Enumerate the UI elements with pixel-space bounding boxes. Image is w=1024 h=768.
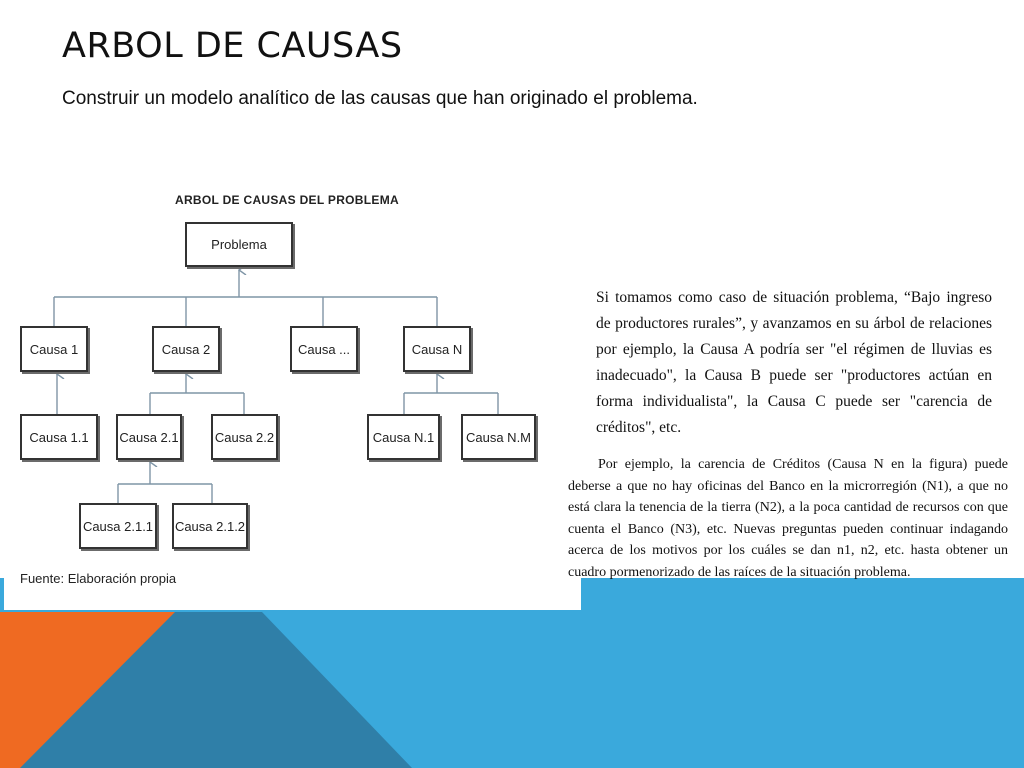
node-causa-2-1: Causa 2.1: [116, 414, 182, 460]
node-problema: Problema: [185, 222, 293, 267]
node-causa-etc: Causa ...: [290, 326, 358, 372]
node-causa-1: Causa 1: [20, 326, 88, 372]
slide-title: ARBOL DE CAUSAS: [62, 26, 403, 66]
node-causa-2-2: Causa 2.2: [211, 414, 278, 460]
node-causa-n-m: Causa N.M: [461, 414, 536, 460]
source-note: Fuente: Elaboración propia: [20, 571, 177, 586]
node-causa-n-1: Causa N.1: [367, 414, 440, 460]
slide-subtitle: Construir un modelo analítico de las causas que han originado el problema.: [62, 88, 698, 109]
node-causa-2-1-2: Causa 2.1.2: [172, 503, 248, 549]
node-causa-2-1-1: Causa 2.1.1: [79, 503, 157, 549]
node-causa-2: Causa 2: [152, 326, 220, 372]
explanation-paragraph-1: Si tomamos como caso de situación problema, “Bajo ingreso de productores rurales”, y avanzamos en su árbol de relaciones por ejemplo, la Causa A podría ser "el régimen de lluvias es inadecuado", la Causa B puede ser "productores actúan en forma individualista", la Causa C puede ser "carencia de créditos", etc.: [596, 289, 992, 436]
diagram-title: ARBOL DE CAUSAS DEL PROBLEMA: [175, 193, 399, 207]
explanation-paragraph-2: Por ejemplo, la carencia de Créditos (Causa N en la figura) puede deberse a que no hay oficinas del Banco en la microrregión (N1), a que no está clara la tenencia de la tierra (N2), a la poca cantidad de recursos con que cuenta el Banco (N3), etc. Nuevas preguntas pueden continuar indagando acerca de los motivos por los cuáles se dan n1, n2, etc. hasta obtener un cuadro pormenorizado de las raíces de la situación problema.: [568, 457, 1008, 580]
node-causa-1-1: Causa 1.1: [20, 414, 98, 460]
node-causa-n: Causa N: [403, 326, 471, 372]
